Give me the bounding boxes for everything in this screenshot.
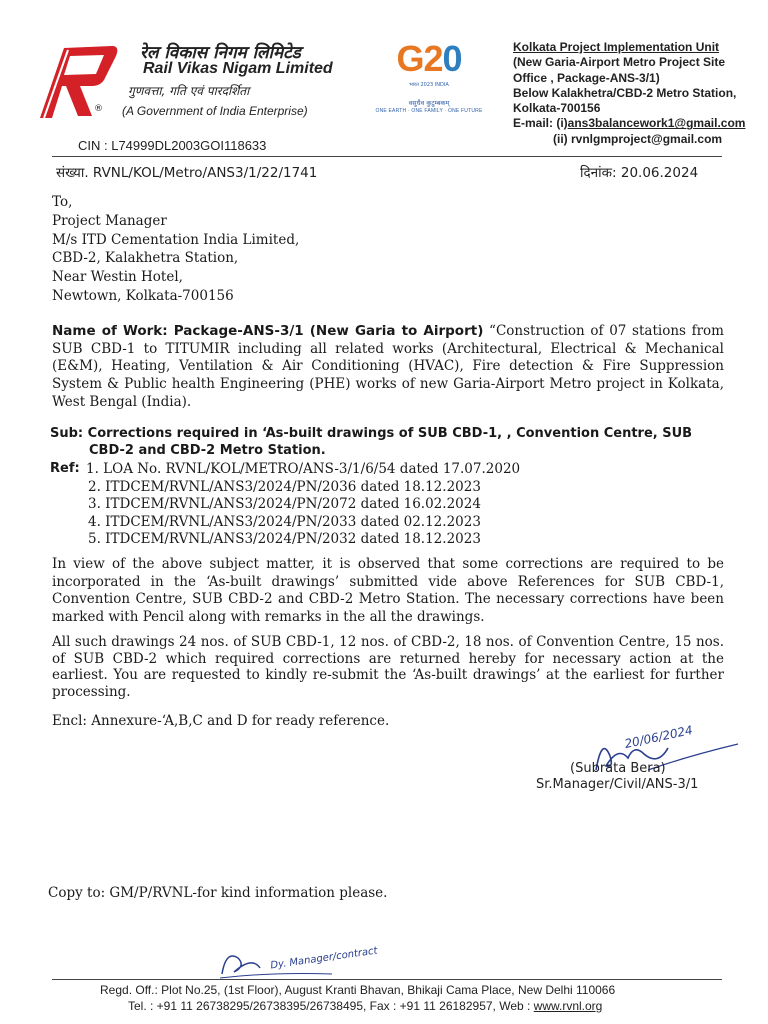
g20-wordmark: G20: [396, 38, 462, 79]
org-name-hindi: रेल विकास निगम लिमिटेड: [140, 43, 301, 63]
website-link[interactable]: www.rvnl.org: [533, 999, 603, 1013]
subject-line: Sub: Corrections required in ‘As-built drawings of SUB CBD-1, , Convention Centre, SUB: [50, 426, 693, 441]
footer-registered-office: Regd. Off.: Plot No.25, (1st Floor), August Kranti Bhavan, Bhikaji Cama Place, New Delhi 110066: [100, 983, 616, 997]
reference-item: 1. LOA No. RVNL/KOL/METRO/ANS-3/1/6/54 dated 17.07.2020: [86, 461, 521, 477]
letter-date: दिनांक: 20.06.2024: [580, 165, 699, 181]
addressee-line: Near Westin Hotel,: [52, 269, 183, 286]
reference-item: 2. ITDCEM/RVNL/ANS3/2024/PN/2036 dated 18.12.2023: [88, 478, 481, 495]
address-line: (New Garia-Airport Metro Project Site: [513, 55, 726, 70]
signatory-designation: Sr.Manager/Civil/ANS-3/1: [536, 777, 699, 792]
footer-divider: [52, 979, 722, 980]
g20-motto-hindi: वसुधैव कुटुम्बकम्: [408, 99, 450, 107]
name-of-work-label: Name of Work: Package-ANS-3/1 (New Garia to Airport): [52, 323, 484, 339]
letter-reference-number: संख्या. RVNL/KOL/Metro/ANS3/1/22/1741: [56, 165, 318, 181]
references-list: [86, 461, 520, 549]
org-name-english: Rail Vikas Nigam Limited: [143, 60, 333, 77]
body-paragraph-2: All such drawings 24 nos. of SUB CBD-1, 12 nos. of CBD-2, 18 nos. of Convention Centre, 15 nos. of SUB CBD-2 which required corrections are returned hereby for necessary action at the earliest. You are requested to kindly re-submit the ‘As-built drawings’ at the earliest for further processing.: [52, 634, 724, 700]
cin-number: CIN : L74999DL2003GOI118633: [78, 138, 267, 153]
org-tagline: गुणवत्ता, गति एवं पारदर्शिता: [128, 84, 250, 98]
addressee-line: CBD-2, Kalakhetra Station,: [52, 250, 239, 267]
addressee-line: Newtown, Kolkata-700156: [52, 287, 234, 304]
name-of-work-text: “Construction of 07 stations from SUB CBD-1 to TITUMIR including all related works (Architectural, Electrical & Mechanical (E&M), Heating, Ventilation & Air Conditioning (HVAC), Fire detection & Fire Suppression System & Public health Engineering (PHE) works of new Garia-Airport Metro project in Kolkata, West Bengal (India).: [52, 323, 724, 410]
handwritten-note: Dy. Manager/contract: [269, 945, 379, 972]
email-link-1[interactable]: ans3balancework1@gmail.com: [567, 116, 746, 131]
registered-mark: ®: [94, 104, 103, 114]
addressee-line: Project Manager: [52, 212, 167, 229]
address-line: Office , Package-ANS-3/1): [513, 70, 660, 85]
address-line: Kolkata-700156: [513, 101, 601, 116]
subject-line: CBD-2 and CBD-2 Metro Station.: [89, 442, 326, 458]
addressee-line: To,: [52, 194, 73, 210]
subject-block: [50, 426, 730, 459]
reference-item: 5. ITDCEM/RVNL/ANS3/2024/PN/2032 dated 18.12.2023: [88, 531, 481, 547]
address-line: Kolkata Project Implementation Unit: [513, 40, 720, 54]
copy-to-line: Copy to: GM/P/RVNL-for kind information please.: [48, 885, 388, 901]
g20-motto-english: ONE EARTH · ONE FAMILY · ONE FUTURE: [375, 108, 483, 114]
office-address: [513, 40, 763, 147]
enclosure-line: Encl: Annexure-‘A,B,C and D for ready reference.: [52, 713, 390, 729]
govt-enterprise-line: (A Government of India Enterprise): [122, 104, 308, 118]
signature-date: 20/06/2024: [623, 722, 694, 752]
signatory-name: (Subrata Bera): [570, 761, 666, 776]
g20-logo: [366, 38, 492, 134]
references-label: Ref:: [50, 461, 80, 476]
address-line: Below Kalakhetra/CBD-2 Metro Station,: [513, 85, 737, 100]
reference-item: 4. ITDCEM/RVNL/ANS3/2024/PN/2033 dated 02.12.2023: [88, 513, 481, 530]
reference-item: 3. ITDCEM/RVNL/ANS3/2024/PN/2072 dated 16.02.2024: [88, 496, 481, 512]
g20-year-line: भारत 2023 INDIA: [409, 82, 449, 88]
rvnl-logo: [34, 40, 120, 122]
name-of-work-paragraph: [52, 323, 724, 412]
header-divider: [52, 156, 722, 157]
addressee-line: M/s ITD Cementation India Limited,: [52, 231, 300, 248]
footer-contact-line: Tel. : +91 11 26738295/26738395/26738495, Fax : +91 11 26182957, Web : www.rvnl.org: [128, 999, 603, 1013]
addressee-block: [52, 193, 299, 306]
email-line-1: E-mail: (i)ans3balancework1@gmail.com: [513, 116, 746, 131]
body-paragraph-1: In view of the above subject matter, it is observed that some corrections are required to be incorporated in the ‘As-built drawings’ submitted vide above References for SUB CBD-1, Convention Centre, SUB CBD-2 and CBD-2 Metro Station. The necessary corrections have been marked with Pencil along with remarks in the all the drawings.: [52, 556, 724, 626]
email-link-2[interactable]: rvnlgmproject@gmail.com: [571, 131, 723, 146]
email-line-2: (ii) rvnlgmproject@gmail.com: [553, 131, 723, 146]
